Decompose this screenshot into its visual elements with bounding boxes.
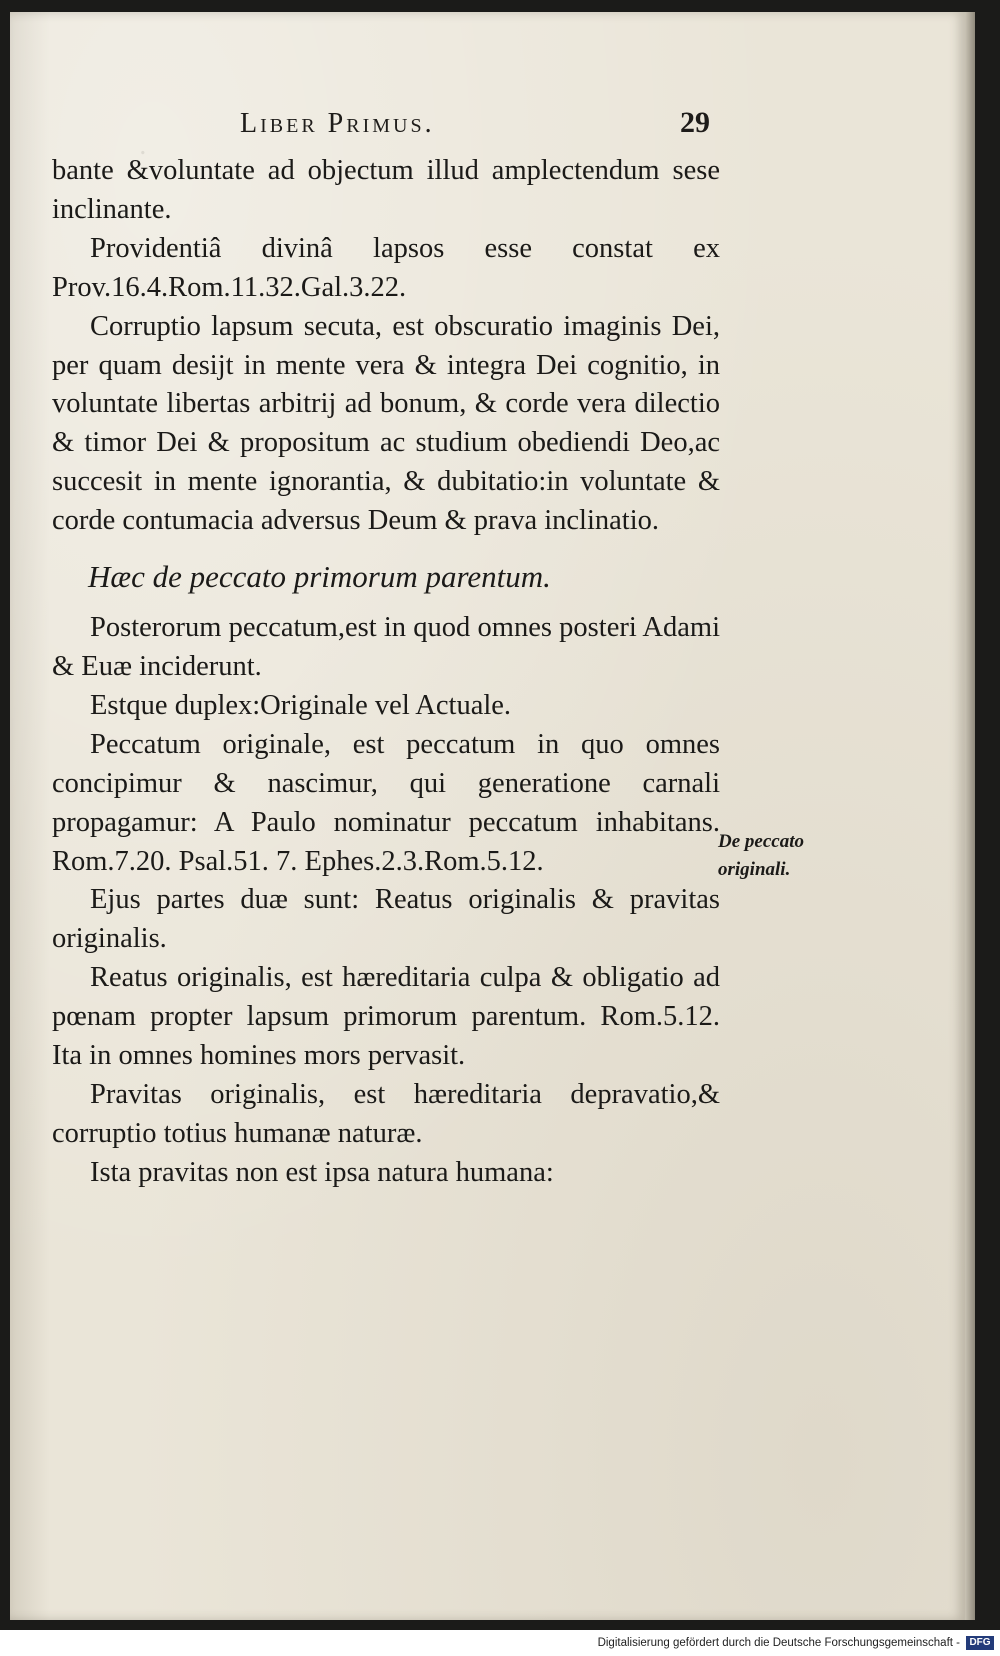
paragraph-providentia: Providentiâ divinâ lapsos esse constat ex Prov.16.4.Rom.11.32.Gal.3.22. [52, 232, 720, 303]
marginal-note-line2: originali. [718, 859, 791, 880]
paragraph-duplex: Estque duplex:Originale vel Actuale. [90, 689, 512, 721]
page-edge [965, 12, 975, 1620]
paragraph-pravitas: Pravitas originalis, est hæreditaria depravatio,& corruptio totius humanæ naturæ. [52, 1078, 720, 1149]
page-number: 29 [680, 106, 710, 139]
show-through-text: . [140, 130, 147, 161]
paragraph-ista: Ista pravitas non est ipsa natura humana: [90, 1156, 554, 1188]
digitization-credit: Digitalisierung gefördert durch die Deutsche Forschungsgemeinschaft - [597, 1637, 960, 1649]
main-text [52, 152, 720, 1193]
paragraph-posterorum: Posterorum peccatum,est in quod omnes posteri Adami & Euæ inciderunt. [52, 612, 720, 682]
section-heading: Hæc de peccato primorum parentum. [88, 559, 551, 595]
paragraph-reatus: Reatus originalis, est hæreditaria culpa & obligatio ad pœnam propter lapsum primorum parentum. Rom.5.12. Ita in omnes homines mors pervasit. [52, 962, 720, 1072]
marginal-note-line1: De peccato [718, 831, 804, 852]
dfg-logo: DFG [966, 1636, 994, 1650]
paragraph-originale: Peccatum originale, est peccatum in quo omnes concipimur & nascimur, qui generatione carnali propagamur: A Paulo nominatur peccatum inhabitans. Rom.7.20. Psal.51. 7. Ephes.2.3.Rom.5.12. [52, 728, 720, 877]
paragraph-continuation: bante &voluntate ad objectum illud amplectendum sese inclinante. [52, 155, 720, 225]
paragraph-corruptio: Corruptio lapsum secuta, est obscuratio imaginis Dei, per quam desijt in mente vera & integra Dei cognitio, in voluntate libertas arbitrij ad bonum, & corde vera dilectio & timor Dei & propositum ac studium obediendi Deo,ac succesit in mente ignorantia, & dubitatio:in voluntate & corde contumacia adversus Deum & prava inclinatio. [52, 310, 720, 537]
running-title: Liber Primus. [240, 108, 435, 139]
running-head [230, 108, 710, 148]
marginal-note [718, 828, 868, 884]
paragraph-partes: Ejus partes duæ sunt: Reatus originalis & pravitas originalis. [52, 884, 720, 955]
